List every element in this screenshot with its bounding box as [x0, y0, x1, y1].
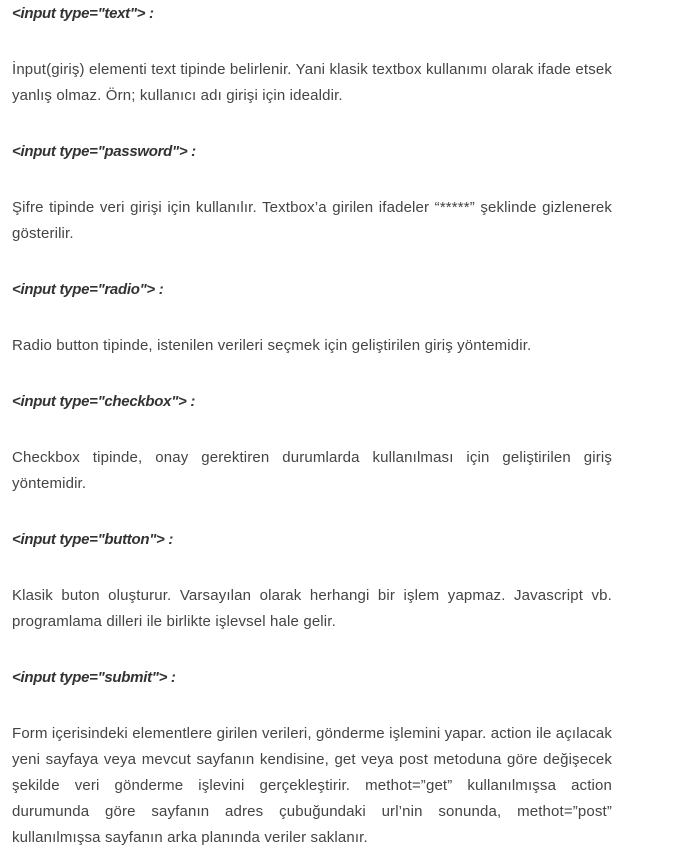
section-text-submit: Form içerisindeki elementlere girilen verileri, gönderme işlemini yapar. action ile açılacak yeni sayfaya veya mevcut sayfanın kendisine, get veya post metoduna göre değişecek şekilde veri gönderme işlevini gerçekleştirir. methot=”get” kullanılmışsa action durumunda göre sayfanın adres çubuğundaki url’nin sonunda, methot=”post” kullanılmışsa sayfanın arka planında veriler saklanır.	[12, 725, 612, 846]
section-heading-radio: <input type="radio"> :	[12, 281, 164, 298]
section-heading-text: <input type="text"> :	[12, 5, 154, 22]
section-text-radio: Radio button tipinde, istenilen verileri seçmek için geliştirilen giriş yöntemidir.	[12, 337, 532, 354]
section-heading-password: <input type="password"> :	[12, 143, 196, 160]
section-text-text: İnput(giriş) elementi text tipinde belirlenir. Yani klasik textbox kullanımı olarak ifade etsek yanlış olmaz. Örn; kullanıcı adı girişi için idealdir.	[12, 61, 612, 104]
section-text-password: Şifre tipinde veri girişi için kullanılır. Textbox’a girilen ifadeler “*****” şeklinde gizlenerek gösterilir.	[12, 199, 612, 242]
section-heading-button: <input type="button"> :	[12, 531, 174, 548]
section-text-checkbox: Checkbox tipinde, onay gerektiren durumlarda kullanılması için geliştirilen giriş yöntemidir.	[12, 449, 612, 492]
section-heading-submit: <input type="submit"> :	[12, 669, 176, 686]
section-text-button: Klasik buton oluşturur. Varsayılan olarak herhangi bir işlem yapmaz. Javascript vb. programlama dilleri ile birlikte işlevsel hale gelir.	[12, 587, 612, 630]
section-heading-checkbox: <input type="checkbox"> :	[12, 393, 196, 410]
